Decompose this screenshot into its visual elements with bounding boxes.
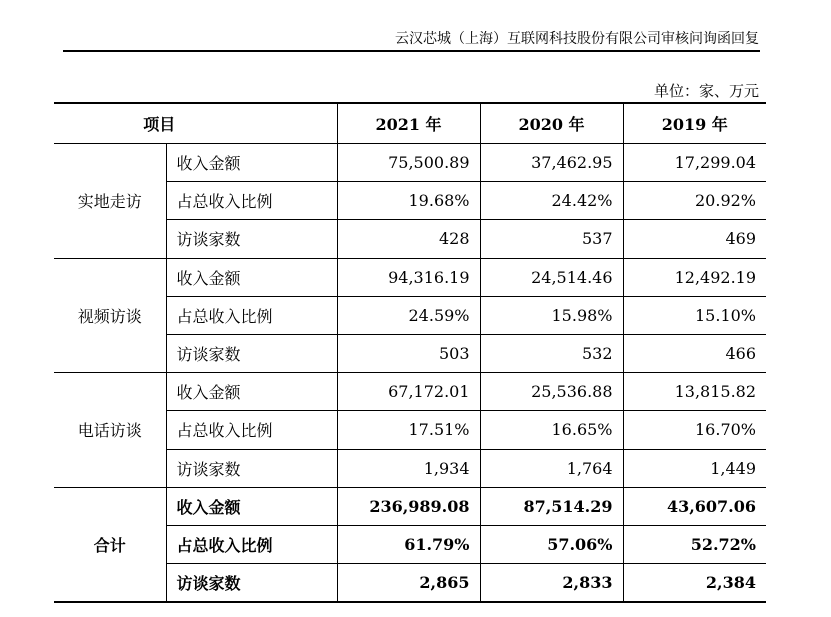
- value-cell: 37,462.95: [480, 144, 623, 182]
- value-cell: 503: [337, 334, 480, 372]
- value-cell: 1,934: [337, 449, 480, 487]
- header-item: 项目: [54, 103, 337, 144]
- value-cell: 67,172.01: [337, 373, 480, 411]
- value-cell: 15.98%: [480, 296, 623, 334]
- table-header-row: [54, 103, 766, 144]
- value-cell: 428: [337, 220, 480, 258]
- value-cell: 20.92%: [623, 182, 766, 220]
- value-cell: 2,833: [480, 564, 623, 603]
- value-cell: 25,536.88: [480, 373, 623, 411]
- metric-label: 占总收入比例: [166, 182, 337, 220]
- value-cell: 16.70%: [623, 411, 766, 449]
- header-2021: 2021 年: [337, 103, 480, 144]
- group-label-phone: 电话访谈: [54, 373, 166, 488]
- value-cell: 17.51%: [337, 411, 480, 449]
- value-cell: 1,764: [480, 449, 623, 487]
- header-divider: [63, 50, 760, 52]
- interview-summary-table: [54, 102, 766, 603]
- metric-label: 占总收入比例: [166, 525, 337, 563]
- value-cell: 43,607.06: [623, 487, 766, 525]
- metric-label: 访谈家数: [166, 334, 337, 372]
- value-cell: 75,500.89: [337, 144, 480, 182]
- table-row-total: [54, 487, 766, 525]
- table-row: [54, 144, 766, 182]
- value-cell: 2,865: [337, 564, 480, 603]
- value-cell: 16.65%: [480, 411, 623, 449]
- metric-label: 收入金额: [166, 144, 337, 182]
- value-cell: 469: [623, 220, 766, 258]
- table-row: [54, 258, 766, 296]
- value-cell: 52.72%: [623, 525, 766, 563]
- header-2020: 2020 年: [480, 103, 623, 144]
- value-cell: 12,492.19: [623, 258, 766, 296]
- value-cell: 15.10%: [623, 296, 766, 334]
- value-cell: 13,815.82: [623, 373, 766, 411]
- metric-label: 占总收入比例: [166, 411, 337, 449]
- metric-label: 收入金额: [166, 258, 337, 296]
- metric-label: 访谈家数: [166, 220, 337, 258]
- value-cell: 61.79%: [337, 525, 480, 563]
- value-cell: 24.42%: [480, 182, 623, 220]
- metric-label: 收入金额: [166, 373, 337, 411]
- value-cell: 57.06%: [480, 525, 623, 563]
- value-cell: 2,384: [623, 564, 766, 603]
- value-cell: 17,299.04: [623, 144, 766, 182]
- group-label-onsite: 实地走访: [54, 144, 166, 259]
- value-cell: 1,449: [623, 449, 766, 487]
- group-label-total: 合计: [54, 487, 166, 602]
- value-cell: 87,514.29: [480, 487, 623, 525]
- metric-label: 占总收入比例: [166, 296, 337, 334]
- value-cell: 537: [480, 220, 623, 258]
- value-cell: 24.59%: [337, 296, 480, 334]
- metric-label: 访谈家数: [166, 449, 337, 487]
- group-label-video: 视频访谈: [54, 258, 166, 373]
- value-cell: 532: [480, 334, 623, 372]
- value-cell: 466: [623, 334, 766, 372]
- metric-label: 访谈家数: [166, 564, 337, 603]
- header-2019: 2019 年: [623, 103, 766, 144]
- unit-label: 单位：家、万元: [653, 82, 759, 100]
- document-header-title: 云汉芯城（上海）互联网科技股份有限公司审核问询函回复: [395, 31, 759, 47]
- value-cell: 236,989.08: [337, 487, 480, 525]
- value-cell: 19.68%: [337, 182, 480, 220]
- metric-label: 收入金额: [166, 487, 337, 525]
- table-row: [54, 373, 766, 411]
- value-cell: 94,316.19: [337, 258, 480, 296]
- value-cell: 24,514.46: [480, 258, 623, 296]
